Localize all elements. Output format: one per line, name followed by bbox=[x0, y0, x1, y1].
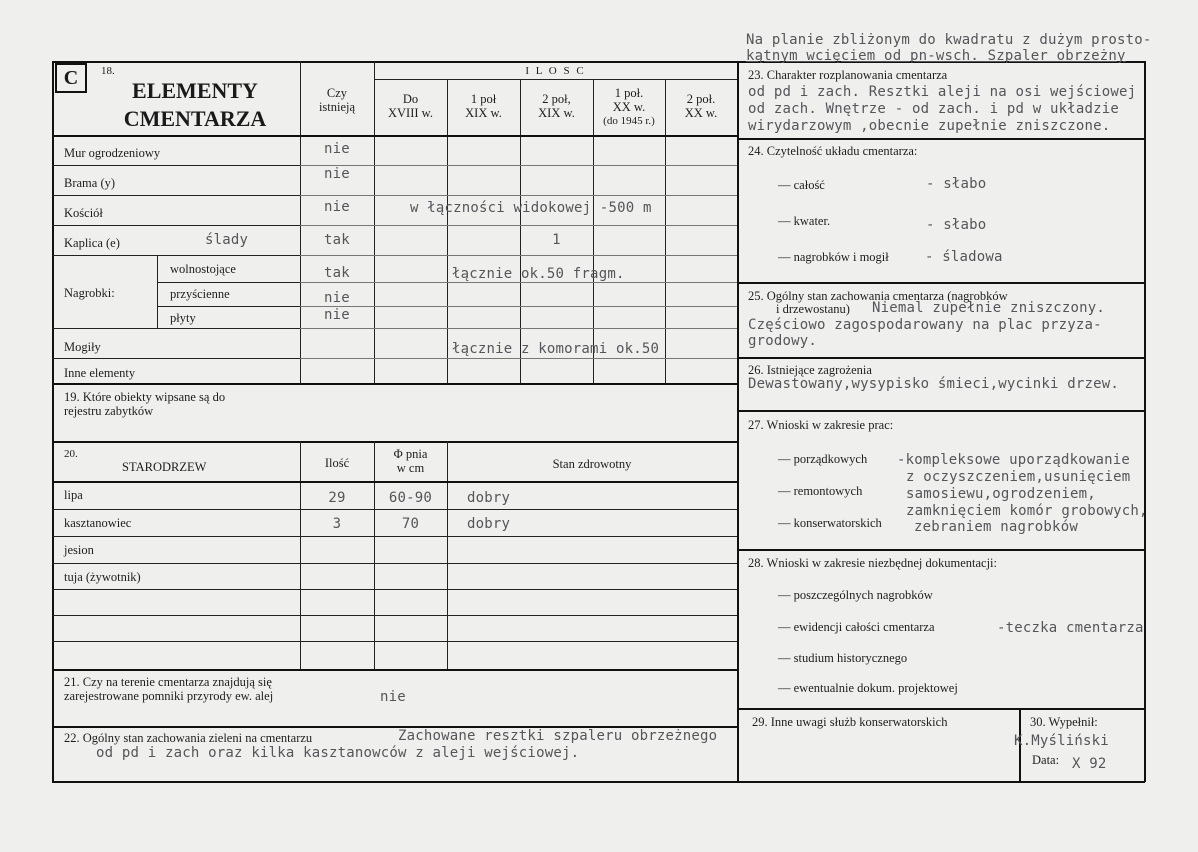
s22-label: 22. Ogólny stan zachowania zieleni na cmentarzu bbox=[64, 731, 313, 745]
top-note-line2: kątnym wcięciem od pn-wsch. Szpaler obrzeżny bbox=[746, 48, 1126, 64]
row-label-kaplica: Kaplica (e) bbox=[64, 236, 120, 250]
row-value-mur: nie bbox=[324, 141, 350, 157]
kaplica-count: 1 bbox=[552, 232, 561, 248]
s22-value1: Zachowane resztki szpaleru obrzeżnego bbox=[398, 728, 718, 744]
row-label-inne: Inne elementy bbox=[64, 366, 136, 380]
col-xx1: 1 poł. XX w. (do 1945 r.) bbox=[603, 86, 655, 127]
wolno-note: łącznie ok.50 fragm. bbox=[452, 266, 625, 282]
nagrobki-label: Nagrobki: bbox=[64, 286, 115, 300]
s23-line3: wirydarzowym ,obecnie zupełnie zniszczone. bbox=[748, 118, 1111, 134]
row-label-przysc: przyścienne bbox=[170, 287, 230, 301]
s27-value-line4: zamknięciem komór grobowych, bbox=[906, 503, 1148, 519]
s23-line1: od pd i zach. Resztki aleji na osi wejściowej bbox=[748, 84, 1137, 100]
s27-value-line3: samosiewu,ogrodzeniem, bbox=[906, 486, 1096, 502]
s29-label: 29. Inne uwagi służb konserwatorskich bbox=[752, 715, 948, 729]
col-czy-2: istnieją bbox=[318, 100, 356, 114]
s20-title: STARODRZEW bbox=[122, 460, 207, 474]
col-czy-1: Czy bbox=[326, 86, 348, 100]
title-line1: ELEMENTY bbox=[132, 78, 258, 103]
row-value-brama: nie bbox=[324, 166, 350, 182]
row-label-kosciol: Kościół bbox=[64, 206, 103, 220]
s24-item-calosc: — całość bbox=[778, 178, 825, 192]
s27-value-line2: z oczyszczeniem,usunięciem bbox=[906, 469, 1131, 485]
s20-col-pien: Φ pnia w cm bbox=[393, 447, 428, 475]
col-xix2: 2 poł, XIX w. bbox=[538, 92, 575, 120]
row-value-plyty: nie bbox=[324, 307, 350, 323]
top-note-line1: Na planie zbliżonym do kwadratu z dużym prosto- bbox=[746, 32, 1152, 48]
s28-label: 28. Wnioski w zakresie niezbędnej dokumentacji: bbox=[748, 556, 997, 570]
s24-item-kwater: — kwater. bbox=[778, 214, 831, 228]
col-xx2: 2 poł. XX w. bbox=[684, 92, 718, 120]
col-xviii: Do XVIII w. bbox=[387, 92, 433, 120]
section-number: 18. bbox=[101, 65, 115, 77]
s25-value3: grodowy. bbox=[748, 333, 818, 349]
s28-item-nagrobkow: — poszczególnych nagrobków bbox=[778, 588, 933, 602]
s20-number: 20. bbox=[64, 448, 78, 460]
s24-value-calosc: - słabo bbox=[926, 176, 987, 192]
kaplica-extra: ślady bbox=[205, 232, 249, 248]
s28-value-ewidencji: -teczka cmentarza bbox=[997, 620, 1144, 636]
s24-label: 24. Czytelność układu cmentarza: bbox=[748, 144, 918, 158]
s20-col-stan: Stan zdrowotny bbox=[552, 457, 632, 471]
row-value-przysc: nie bbox=[324, 290, 350, 306]
s30-label: 30. Wypełnił: bbox=[1030, 715, 1098, 729]
s20-col-ilosc: Ilość bbox=[324, 456, 350, 470]
s24-item-nagrobkow: — nagrobków i mogił bbox=[778, 250, 889, 264]
page-title bbox=[95, 78, 295, 132]
kosciol-note: w łączności widokowej -500 m bbox=[410, 200, 652, 216]
s27-item-remontowych: — remontowych bbox=[778, 484, 863, 498]
s25-value2: Częściowo zagospodarowany na plac przyza- bbox=[748, 317, 1102, 333]
row-label-mogily: Mogiły bbox=[64, 340, 101, 354]
s27-label: 27. Wnioski w zakresie prac: bbox=[748, 418, 894, 432]
title-line2: CMENTARZA bbox=[123, 106, 267, 131]
row-value-wolno: tak bbox=[324, 265, 350, 281]
s21-value: nie bbox=[380, 689, 406, 705]
s21-label: 21. Czy na terenie cmentarza znajdują się zarejestrowane pomniki przyrody ew. alej bbox=[64, 675, 274, 703]
s19-label: 19. Które obiekty wipsane są do rejestru zabytków bbox=[64, 390, 226, 418]
s28-item-ewidencji: — ewidencji całości cmentarza bbox=[778, 620, 935, 634]
row-label-mur: Mur ogrodzeniowy bbox=[64, 146, 161, 160]
s22-value2: od pd i zach oraz kilka kasztanowców z aleji wejściowej. bbox=[96, 745, 580, 761]
s24-value-nagrobkow: - śladowa bbox=[925, 249, 1003, 265]
s27-value-line1: -kompleksowe uporządkowanie bbox=[897, 452, 1130, 468]
s30-date: X 92 bbox=[1072, 756, 1107, 772]
row-label-plyty: płyty bbox=[170, 311, 196, 325]
s23-line2: od zach. Wnętrze - od zach. i pd w układzie bbox=[748, 101, 1120, 117]
s28-item-studium: — studium historycznego bbox=[778, 651, 908, 665]
row-label-wolno: wolnostojące bbox=[170, 262, 236, 276]
s27-item-porzadkowych: — porządkowych bbox=[778, 452, 868, 466]
col-xix1: 1 poł XIX w. bbox=[465, 92, 502, 120]
s23-label: 23. Charakter rozplanowania cmentarza bbox=[748, 68, 948, 82]
s26-label: 26. Istniejące zagrożenia bbox=[748, 363, 872, 377]
row-label-brama: Brama (y) bbox=[64, 176, 116, 190]
s25-value1: Niemal zupełnie zniszczony. bbox=[872, 300, 1105, 316]
s28-item-projektowej: — ewentualnie dokum. projektowej bbox=[778, 681, 958, 695]
s26-value: Dewastowany,wysypisko śmieci,wycinki drzew. bbox=[748, 376, 1120, 392]
s30-name: K.Myśliński bbox=[1014, 733, 1109, 749]
mogily-note: łącznie z komorami ok.50 bbox=[452, 341, 660, 357]
row-value-kaplica: tak bbox=[324, 232, 350, 248]
s27-value-line5: zebraniem nagrobków bbox=[914, 519, 1078, 535]
s24-value-kwater: - słabo bbox=[926, 217, 987, 233]
col-ilosc: I L O S C bbox=[525, 65, 586, 77]
s25-label1: 25. Ogólny stan zachowania cmentarza (nagrobków bbox=[748, 289, 1008, 303]
s30-date-label: Data: bbox=[1032, 753, 1060, 767]
s27-item-konserwatorskich: — konserwatorskich bbox=[778, 516, 882, 530]
s25-label2: i drzewostanu) bbox=[776, 302, 850, 316]
section-badge: C bbox=[55, 63, 87, 93]
row-value-kosciol: nie bbox=[324, 199, 350, 215]
